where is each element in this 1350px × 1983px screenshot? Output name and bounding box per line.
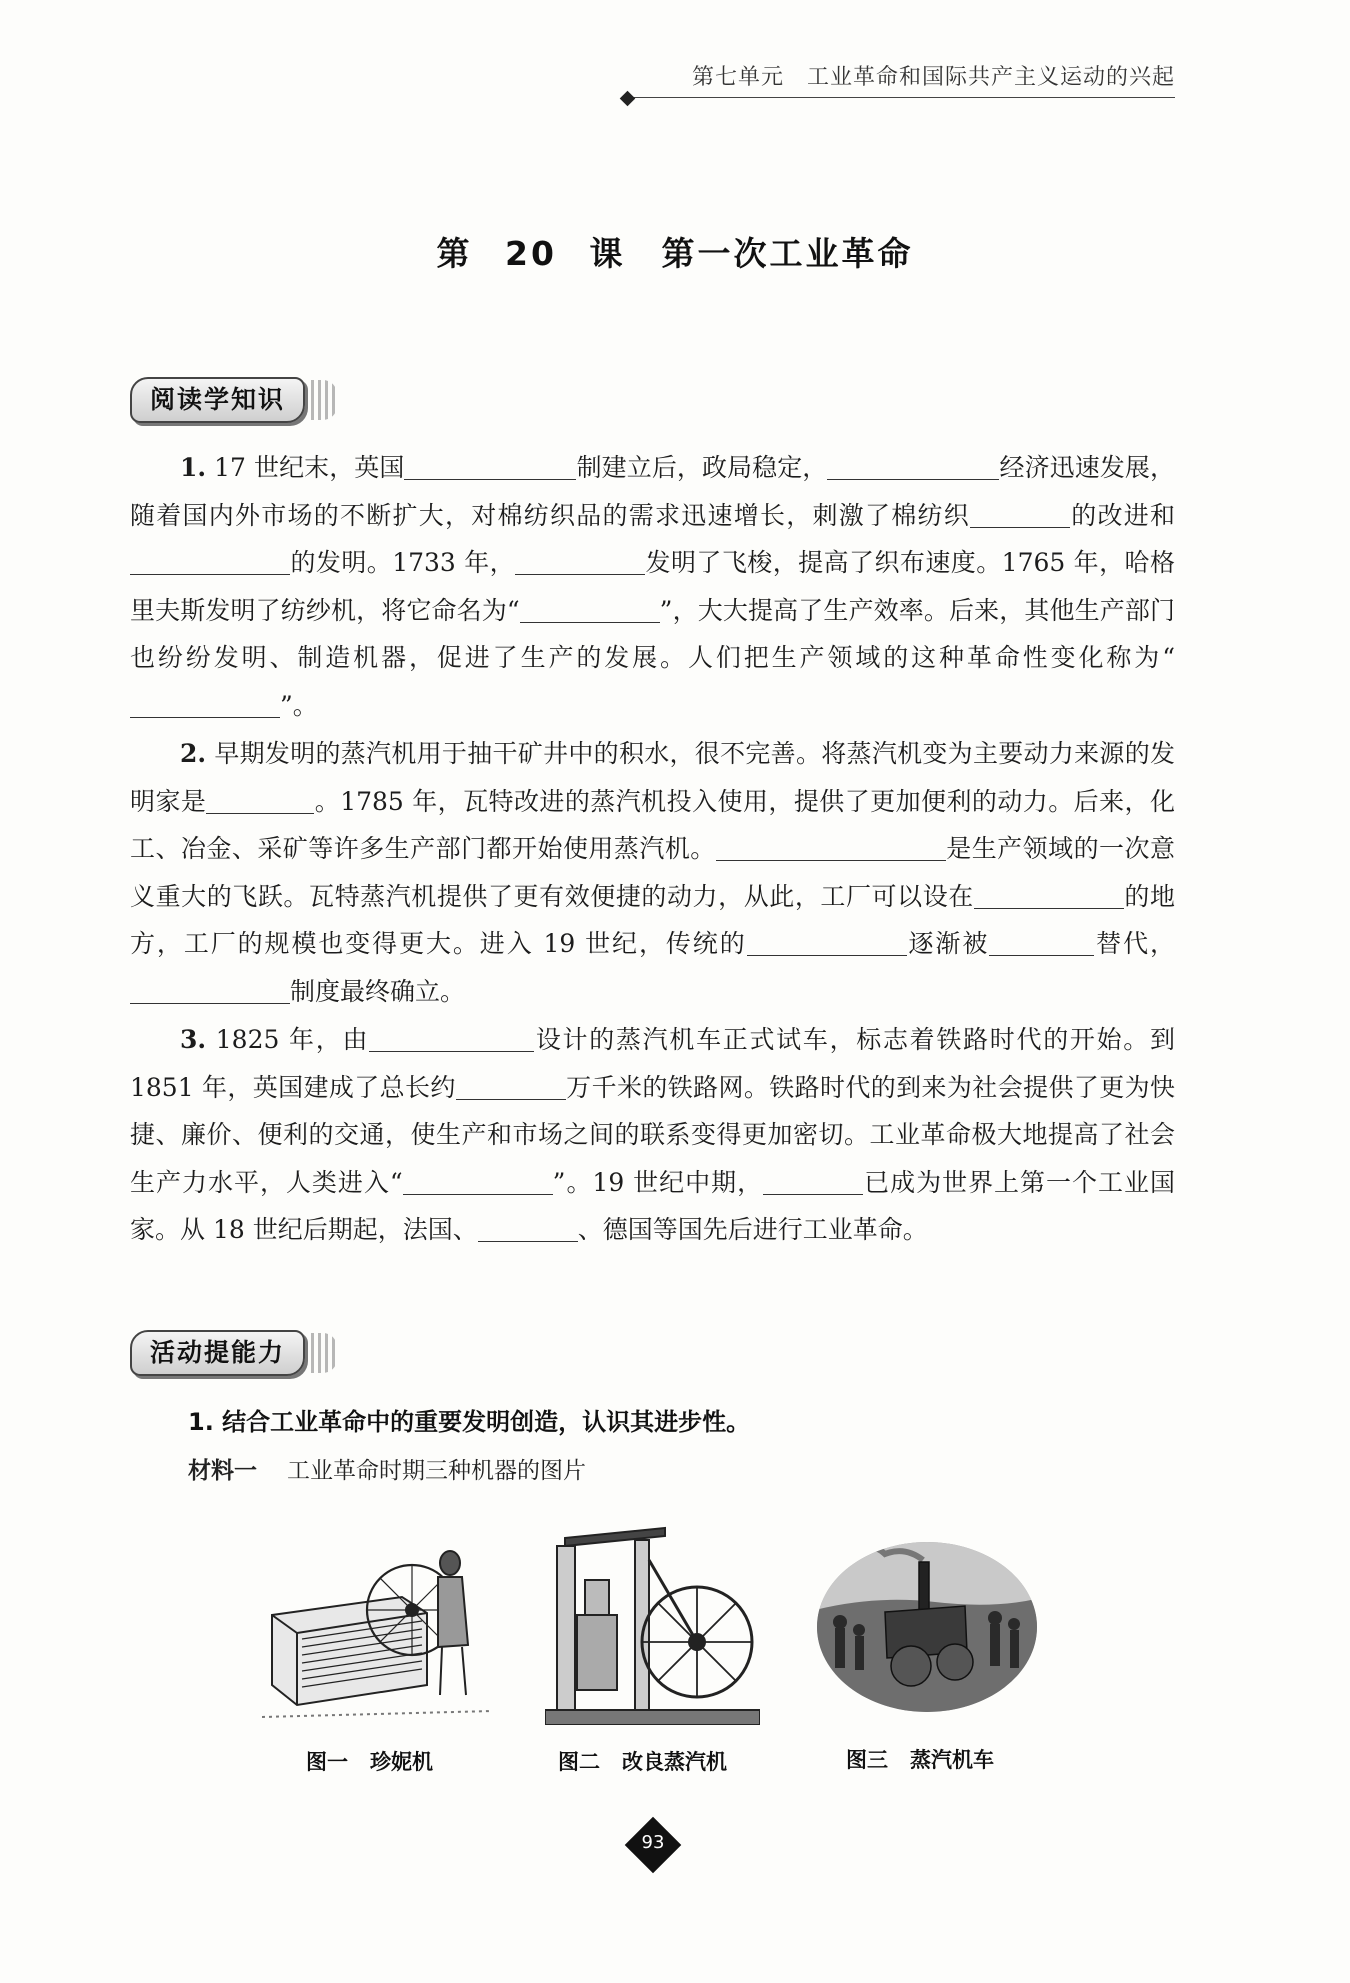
- answer-blank[interactable]: [989, 928, 1094, 956]
- question-text: 万千米的铁路网。铁路时代的到来为社会提供了更为快捷、廉价、便利的交通，使生产和市场之间的联系变得更加密切。工业革命极大地提高了社会生产力水平，人类进入“: [130, 1072, 1175, 1197]
- running-head: [630, 60, 1175, 98]
- question-text: 制度最终确立。: [290, 976, 466, 1006]
- answer-blank[interactable]: [404, 452, 576, 480]
- question-number: 2.: [180, 739, 207, 768]
- answer-blank[interactable]: [747, 928, 907, 956]
- question-text: 早期发明的蒸汽机用于抽干矿井中的积水，很不完善。将蒸汽机变为主要动力来源的发明家是: [130, 739, 1175, 816]
- activity-question: 1. 结合工业革命中的重要发明创造，认识其进步性。: [188, 1408, 751, 1436]
- question-number: 1.: [180, 453, 207, 482]
- tag-stripes-decoration: [311, 1333, 337, 1373]
- spinning-jenny-image: [262, 1535, 492, 1725]
- page-number-badge: [628, 1820, 678, 1870]
- material-label: 材料一: [188, 1458, 257, 1484]
- question-text: 的发明。1733 年，: [290, 548, 516, 578]
- answer-blank[interactable]: [763, 1167, 863, 1195]
- answer-blank[interactable]: [515, 547, 645, 575]
- figure-number: 图一: [306, 1750, 348, 1774]
- answer-blank[interactable]: [369, 1024, 534, 1052]
- figure-title: 改良蒸汽机: [622, 1750, 727, 1774]
- question-text: 经济迅速发展，随着国内外市场的不断扩大，对棉纺织品的需求迅速增长，刺激了棉纺织: [130, 453, 1175, 530]
- question-text: 替代，: [1094, 929, 1175, 959]
- answer-blank[interactable]: [478, 1214, 578, 1242]
- answer-blank[interactable]: [403, 1167, 553, 1195]
- answer-blank[interactable]: [827, 452, 999, 480]
- question-text: 设计的蒸汽机车正式试车，标志着铁路时代的开始。到 1851 年，英国建成了总长约: [130, 1025, 1175, 1102]
- question-text: 制建立后，政局稳定，: [576, 453, 828, 482]
- material-line: [188, 1452, 586, 1485]
- question-text: 、德国等国先后进行工业革命。: [577, 1215, 928, 1245]
- section-tag-activity: [130, 1330, 337, 1376]
- question-text: 的改进和: [1069, 500, 1175, 530]
- figure-number: 图三: [846, 1748, 888, 1772]
- answer-blank[interactable]: [130, 690, 280, 718]
- section-tag-label: 活动提能力: [130, 1330, 305, 1376]
- question-text: 发明了飞梭，提高了织布速度。1765 年，哈格里夫斯发明了纺纱机，将它命名为“: [130, 548, 1175, 625]
- question-text: 。1785 年，瓦特改进的蒸汽机投入使用，提供了更加便利的动力。后来，化工、冶金、采矿等许多生产部门都开始使用蒸汽机。: [130, 786, 1175, 864]
- answer-blank[interactable]: [974, 881, 1124, 909]
- steam-engine-image: [545, 1520, 760, 1725]
- question-number: 3.: [180, 1025, 207, 1054]
- answer-blank[interactable]: [456, 1072, 566, 1100]
- question-text: 是生产领域的一次意义重大的飞跃。瓦特蒸汽机提供了更有效便捷的动力，从此，工厂可以设在: [130, 834, 1175, 911]
- question-text: 已成为世界上第一个工业国家。从 18 世纪后期起，法国、: [130, 1167, 1175, 1245]
- section-tag-reading: [130, 377, 337, 423]
- reading-question-2: [130, 730, 1175, 1016]
- figure-number: 图二: [558, 1750, 600, 1774]
- figure-caption-2: [558, 1746, 727, 1776]
- figure-title: 珍妮机: [370, 1750, 433, 1774]
- diamond-bullet-icon: [620, 91, 636, 107]
- answer-blank[interactable]: [970, 500, 1070, 528]
- section-tag-label: 阅读学知识: [130, 377, 305, 423]
- figure-title: 蒸汽机车: [910, 1748, 994, 1772]
- running-head-text: 第七单元 工业革命和国际共产主义运动的兴起: [691, 65, 1175, 90]
- question-text: 1825 年，由: [215, 1025, 370, 1054]
- answer-blank[interactable]: [130, 976, 290, 1004]
- question-text: ”。19 世纪中期，: [552, 1167, 764, 1197]
- answer-blank[interactable]: [206, 786, 314, 814]
- answer-blank[interactable]: [520, 595, 660, 623]
- steam-locomotive-image: [815, 1540, 1040, 1715]
- lesson-title: 第 20 课 第一次工业革命: [436, 234, 914, 273]
- running-head-rule: [630, 97, 1175, 98]
- question-text: ”，大大提高了生产效率。后来，其他生产部门也纷纷发明、制造机器，促进了生产的发展。人们把生产领域的这种革命性变化称为“: [130, 595, 1175, 673]
- material-text: 工业革命时期三种机器的图片: [287, 1458, 586, 1484]
- question-text: 逐渐被: [906, 929, 990, 959]
- reading-question-1: [130, 444, 1175, 730]
- answer-blank[interactable]: [130, 547, 290, 575]
- question-text: ”。: [280, 690, 318, 720]
- page-number: 93: [641, 1832, 665, 1853]
- answer-blank[interactable]: [716, 833, 946, 861]
- question-text: 的地方，工厂的规模也变得更大。进入 19 世纪，传统的: [130, 881, 1175, 959]
- question-text: 17 世纪末，英国: [214, 453, 405, 482]
- figure-caption-1: [306, 1746, 433, 1776]
- figure-caption-3: [846, 1744, 994, 1774]
- tag-stripes-decoration: [311, 380, 337, 420]
- reading-question-3: [130, 1016, 1175, 1254]
